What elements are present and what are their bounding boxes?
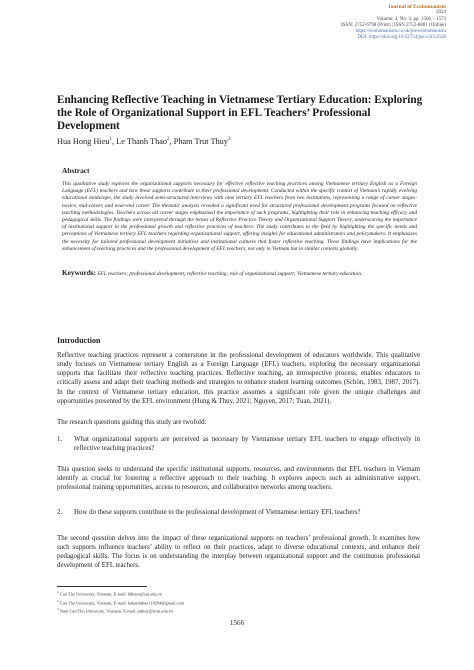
author-separator: , [169, 136, 174, 146]
author-list [57, 135, 427, 147]
author-affiliation-mark: 2 [167, 137, 170, 142]
journal-header [246, 4, 446, 42]
author-affiliation-mark: 1 [109, 137, 113, 142]
author-affiliation-mark: 3 [227, 137, 231, 142]
author-separator: , [112, 136, 117, 146]
footnote-mark: 1 [57, 590, 59, 594]
introduction-heading: Introduction [57, 336, 101, 345]
body-paragraph: This question seeks to understand the specific institutional supports, resources, and environments that EFL teachers in Vietnam identify as crucial for fostering a reflective approach to their teaching. It explores aspects such as administrative support, professional training opportunities, access to resources, and collaborative networks among teachers. [57, 466, 420, 492]
footnote-text: Can Tho University, Vietnam; E-mail: lethanhthao110294@gmail.com [59, 600, 185, 606]
abstract-text: This qualitative study explores the organizational supports necessary for effective reflective teaching practices among Vietnamese tertiary English as a Foreign Language (EFL) teachers and how these supports contribute to their professional development. Conducted within the specific context of Vietnam’s rapidly evolving educational landscape, the study involved semi-structured interviews with nine tertiary EFL teachers from two institutions, representing a range of career stages: novice, mid-career, and near-end career. The thematic analysis revealed a significant need for structured professional development programs focused on reflective teaching methodologies. Teachers across all career stages emphasized the importance of such programs, highlighting their role in enhancing teaching efficacy and pedagogical skills. The findings were interpreted through the lenses of Reflective Practice Theory and Organizational Support Theory, underscoring the importance of institutional support in the professional growth and reflective practices of teachers. The study contributes to the field by highlighting the specific needs and perceptions of Vietnamese tertiary EFL teachers regarding organizational support, offering insights for educational administrators and policymakers. It emphasizes the necessity for tailored professional development initiatives and institutional cultures that foster reflective teaching. These findings have implications for the enhancement of teaching practices and the professional development of EFL teachers, not only in Vietnam but in similar contexts globally. [62, 181, 417, 252]
journal-name: Journal of Ecohumanism [387, 4, 446, 10]
list-number: 2. [57, 509, 63, 516]
footnote [57, 606, 420, 615]
paper-title: Enhancing Reflective Teaching in Vietnamese Tertiary Education: Exploring the Role of Organizational Support in EFL Teachers’ Professional Development [57, 94, 423, 132]
page-number: 1566 [229, 619, 245, 627]
footnote-text: Nam Can Tho University, Vietnam; E-mail: ptthuy@nctu.edu.vn [59, 608, 174, 614]
body-paragraph: The research questions guiding this study are twofold: [57, 419, 207, 426]
footnote-mark: 3 [57, 607, 59, 612]
journal-volume: Volume: 3, No: 3, pp. 1566 – 1573 [376, 16, 446, 22]
footnotes [57, 589, 420, 615]
keywords-section [62, 269, 417, 278]
abstract-heading: Abstract [62, 166, 90, 175]
keywords-text: EFL teachers; professional development; reflective teaching; role of organizational support; Vietnamese tertiary education. [97, 271, 363, 277]
footnote-mark: 2 [57, 598, 59, 603]
body-paragraph: Reflective teaching practices represent a cornerstone in the professional development of educators worldwide. This qualitative study focuses on Vietnamese tertiary English as a Foreign Language (EFL) teachers, exploring the necessary organizational supports that facilitate their reflective teaching practices. Reflective teaching, an introspective process, enables educators to critically assess and adapt their teaching methods and strategies to enhance student learning outcomes (Schön, 1983, 1987, 2017). In the context of Vietnamese tertiary education, this practice assumes a significant role given the unique challenges and opportunities presented by the EFL environment (Hung & Thuy, 2021; Nguyen, 2017; Tuan, 2021). [57, 352, 420, 405]
research-question-text: What organizational supports are perceived as necessary by Vietnamese tertiary EFL teachers to engage effectively in reflective teaching practices? [74, 436, 420, 453]
author-name: Hua Hong Hieu [57, 136, 110, 146]
footnote-divider [57, 586, 147, 587]
author-name: Le Thanh Thao [116, 136, 168, 146]
journal-issn: ISSN: 2752-6798 (Print) | ISSN 2752-6801 (Online) [341, 22, 446, 28]
research-question-1 [57, 435, 420, 453]
research-question-text: How do these supports contribute to the professional development of Vietnamese tertiary EFL teachers? [74, 509, 361, 516]
journal-url-link[interactable]: https://ecohumanism.co.uk/joe/ecohumanism [355, 29, 446, 35]
footnote-text: Can Tho University, Vietnam; E-mail: hhhieu@ctu.edu.vn [59, 591, 163, 597]
journal-doi-link[interactable]: DOI: https://doi.org/10.62754/joe.v3i3.3558 [357, 35, 446, 41]
footnote [57, 598, 420, 607]
journal-year: 2024 [436, 10, 446, 16]
body-paragraph: The second question delves into the impact of these organizational supports on teachers’ professional growth. It examines how such supports influence teachers’ ability to reflect on their practices, adapt to diverse educational contexts, and enhance their pedagogical skills. The focus is on understanding the interplay between organizational support and the continuous professional development of EFL teachers. [57, 535, 420, 570]
research-question-2 [57, 508, 420, 517]
keywords-label: Keywords: [62, 268, 97, 277]
footnote [57, 589, 420, 598]
author-name: Pham Trut Thuy [173, 136, 228, 146]
list-number: 1. [57, 436, 63, 443]
